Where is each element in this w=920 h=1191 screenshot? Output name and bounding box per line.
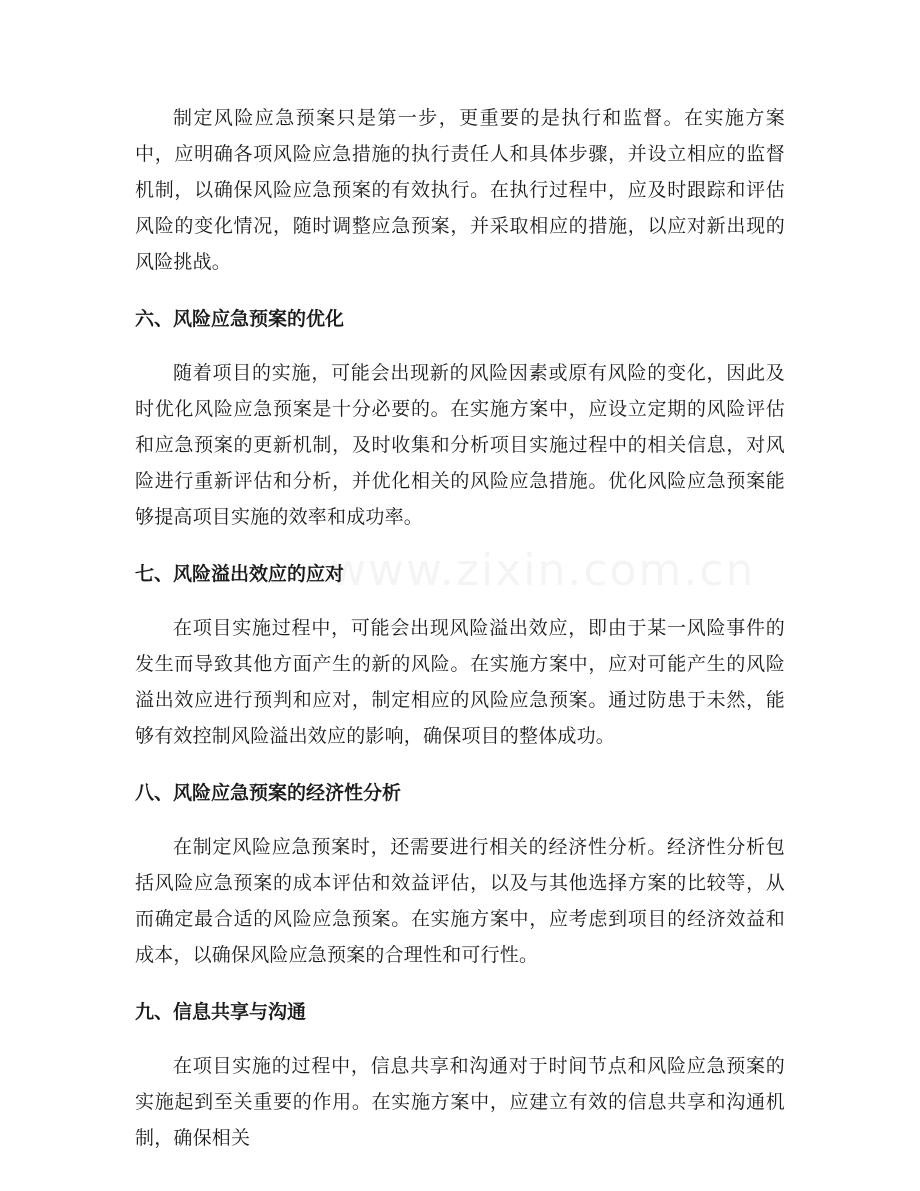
heading-section-8: 八、风险应急预案的经济性分析 — [135, 782, 402, 804]
paragraph-economic-analysis: 在制定风险应急预案时，还需要进行相关的经济性分析。经济性分析包括风险应急预案的成本评估和效益评估，以及与其他选择方案的比较等，从而确定最合适的风险应急预案。在实施方案中，应考虑到项目的经济效益和成本，以确保风险应急预案的合理性和可行性。 — [135, 836, 785, 966]
paragraph-execution-supervision: 制定风险应急预案只是第一步，更重要的是执行和监督。在实施方案中，应明确各项风险应急措施的执行责任人和具体步骤，并设立相应的监督机制，以确保风险应急预案的有效执行。在执行过程中，应及时跟踪和评估风险的变化情况，随时调整应急预案，并采取相应的措施，以应对新出现的风险挑战。 — [135, 107, 785, 273]
paragraph-spillover-response: 在项目实施过程中，可能会出现风险溢出效应，即由于某一风险事件的发生而导致其他方面产生的新的风险。在实施方案中，应对可能产生的风险溢出效应进行预判和应对，制定相应的风险应急预案。通过防患于未然，能够有效控制风险溢出效应的影响，确保项目的整体成功。 — [135, 617, 785, 747]
heading-section-6: 六、风险应急预案的优化 — [135, 308, 345, 330]
heading-section-9: 九、信息共享与沟通 — [135, 1001, 307, 1023]
paragraph-information-sharing: 在项目实施的过程中，信息共享和沟通对于时间节点和风险应急预案的实施起到至关重要的作用。在实施方案中，应建立有效的信息共享和沟通机制，确保相关 — [135, 1055, 785, 1149]
paragraph-plan-optimization: 随着项目的实施，可能会出现新的风险因素或原有风险的变化，因此及时优化风险应急预案是十分必要的。在实施方案中，应设立定期的风险评估和应急预案的更新机制，及时收集和分析项目实施过程中的相关信息，对风险进行重新评估和分析，并优化相关的风险应急措施。优化风险应急预案能够提高项目实施的效率和成功率。 — [135, 362, 785, 528]
heading-section-7: 七、风险溢出效应的应对 — [135, 563, 345, 585]
